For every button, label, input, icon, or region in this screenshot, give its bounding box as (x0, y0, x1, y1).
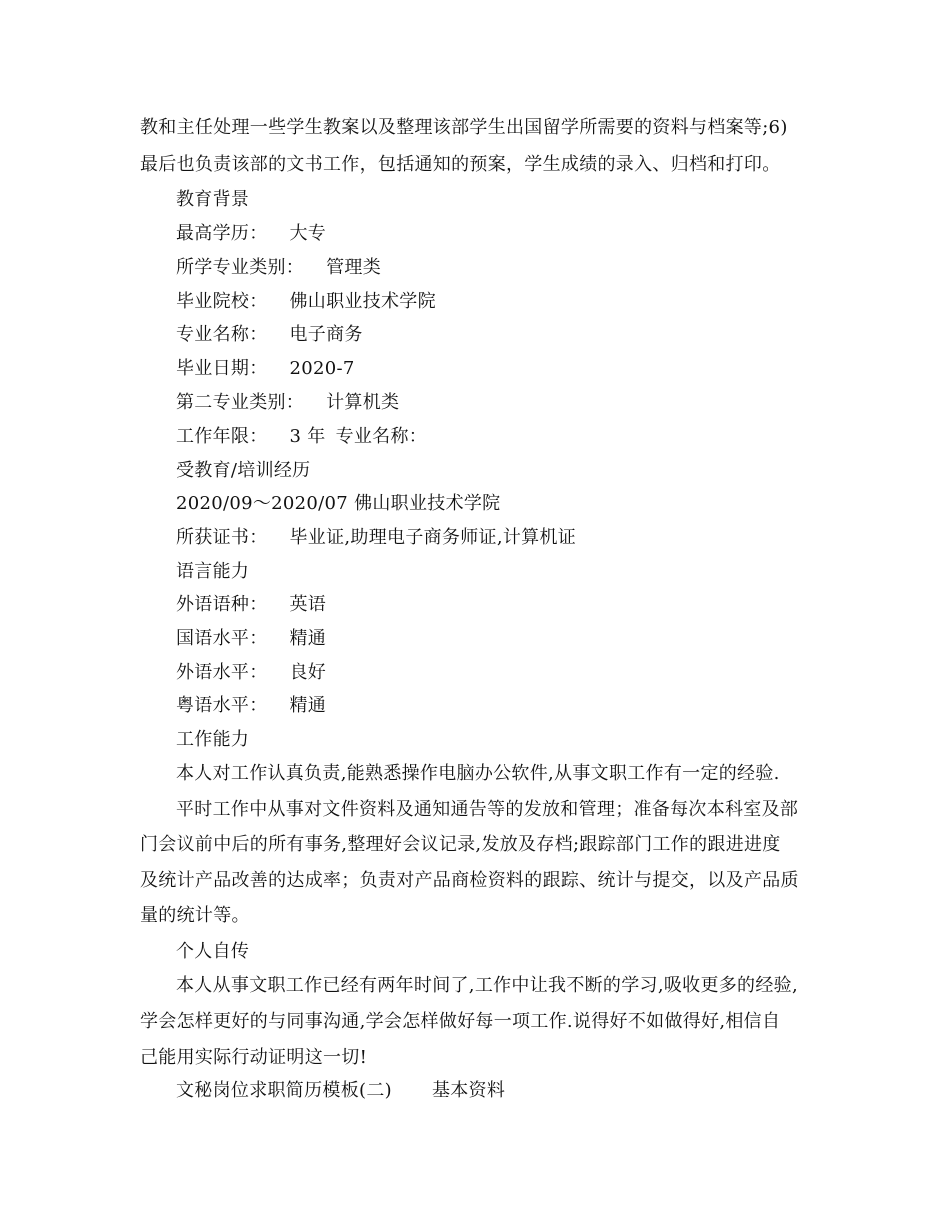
field-second-major (176, 391, 399, 415)
field-work-years (176, 425, 427, 449)
training-entry: 2020/09～2020/07 佛山职业技术学院 (176, 493, 501, 514)
section-heading-basic-info: 基本资料 (431, 1080, 506, 1101)
field-foreign-language (176, 593, 326, 617)
paragraph-line: 量的统计等。 (140, 905, 250, 926)
paragraph-line: 学会怎样更好的与同事沟通,学会怎样做好每一项工作.说得好不如做得好,相信自 (140, 1011, 781, 1032)
field-value: 英语 (289, 594, 327, 615)
field-label: 毕业院校： (176, 291, 268, 312)
field-major-category (176, 256, 381, 280)
field-mandarin (176, 627, 326, 651)
next-template-heading (176, 1079, 505, 1103)
paragraph-line: 己能用实际行动证明这一切! (140, 1047, 368, 1068)
section-heading-language: 语言能力 (176, 561, 250, 582)
paragraph-line: 本人从事文职工作已经有两年时间了,工作中让我不断的学习,吸收更多的经验, (176, 975, 798, 996)
template-title: 文秘岗位求职简历模板(二) (176, 1080, 392, 1101)
field-major-name (176, 323, 363, 347)
paragraph-line: 教和主任处理一些学生教案以及整理该部学生出国留学所需要的资料与档案等;6) (140, 117, 788, 138)
field-label: 所获证书： (176, 527, 268, 548)
field-label: 所学专业类别： (176, 257, 305, 278)
field-label: 外语水平： (176, 662, 268, 683)
field-certificates (176, 526, 576, 550)
field-value: 3 年 (289, 426, 326, 447)
field-label: 国语水平： (176, 628, 268, 649)
section-heading-work-ability: 工作能力 (176, 729, 250, 750)
field-foreign-level (176, 661, 326, 685)
field-label: 毕业日期： (176, 358, 268, 379)
paragraph-line: 门会议前中后的所有事务,整理好会议记录,发放及存档;跟踪部门工作的跟进进度 (140, 834, 781, 855)
paragraph-line: 最后也负责该部的文书工作，包括通知的预案，学生成绩的录入、归档和打印。 (140, 154, 781, 175)
field-value: 毕业证,助理电子商务师证,计算机证 (289, 527, 577, 548)
field-value: 精通 (289, 695, 327, 716)
field-value: 电子商务 (289, 324, 363, 345)
field-school (176, 290, 436, 314)
field-label: 粤语水平： (176, 695, 268, 716)
field-value: 计算机类 (326, 392, 400, 413)
field-label: 外语语种： (176, 594, 268, 615)
paragraph-line: 及统计产品改善的达成率；负责对产品商检资料的跟踪、统计与提交，以及产品质 (140, 870, 799, 891)
field-value: 大专 (289, 223, 327, 244)
field-label: 专业名称： (176, 324, 268, 345)
paragraph-line: 本人对工作认真负责,能熟悉操作电脑办公软件,从事文职工作有一定的经验. (176, 763, 780, 784)
field-value: 管理类 (326, 257, 382, 278)
section-heading-self-intro: 个人自传 (176, 941, 250, 962)
field-label: 最高学历： (176, 223, 268, 244)
field-value: 佛山职业技术学院 (289, 291, 436, 312)
section-heading-training: 受教育/培训经历 (176, 460, 311, 481)
section-heading-education: 教育背景 (176, 189, 250, 210)
field-cantonese (176, 694, 326, 718)
field-label: 专业名称： (335, 426, 428, 447)
field-value: 2020-7 (289, 358, 355, 379)
paragraph-line: 平时工作中从事对文件资料及通知通告等的发放和管理；准备每次本科室及部 (176, 799, 799, 820)
field-highest-degree (176, 222, 326, 246)
field-graduation-date (176, 357, 355, 381)
field-label: 工作年限： (176, 426, 268, 447)
field-value: 精通 (289, 628, 327, 649)
field-label: 第二专业类别： (176, 392, 305, 413)
field-value: 良好 (289, 662, 327, 683)
